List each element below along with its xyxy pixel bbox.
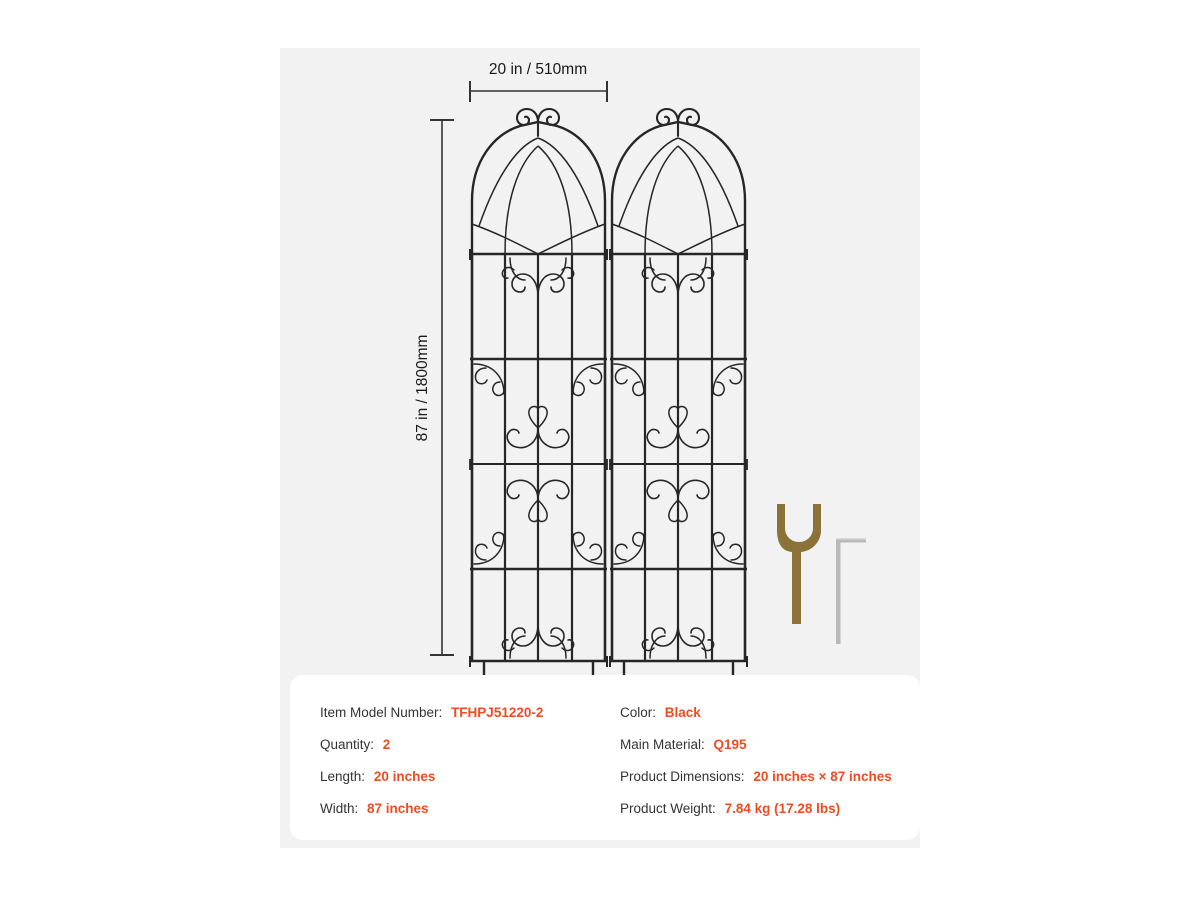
spec-label-model-number: Item Model Number: — [320, 705, 443, 721]
width-dimension — [470, 61, 607, 102]
spec-label-main-material: Main Material: — [620, 737, 705, 753]
spec-value-model-number: TFHPJ51220-2 — [451, 705, 544, 721]
spec-value-width: 87 inches — [367, 801, 429, 817]
spec-item-length — [320, 770, 620, 784]
spec-value-main-material: Q195 — [713, 737, 747, 753]
hex-key-icon — [836, 538, 866, 644]
spec-label-width: Width: — [320, 801, 359, 817]
height-dimension-label: 87 in / 1800mm — [414, 334, 431, 442]
spec-item-main-material — [620, 738, 892, 752]
spec-item-model-number — [320, 706, 620, 720]
spec-item-width — [320, 802, 620, 816]
wrench-icon — [777, 504, 821, 624]
specification-card — [290, 675, 920, 840]
trellis-panel-right — [610, 109, 747, 756]
spec-value-quantity: 2 — [382, 737, 391, 753]
spec-label-product-weight: Product Weight: — [620, 801, 716, 817]
spec-item-color — [620, 706, 892, 720]
trellis-panel-left — [470, 109, 607, 756]
specification-grid — [320, 697, 890, 825]
spec-label-color: Color: — [620, 705, 657, 721]
spec-item-product-weight — [620, 802, 892, 816]
spec-item-quantity — [320, 738, 620, 752]
spec-value-product-dimensions: 20 inches × 87 inches — [753, 769, 892, 785]
spec-value-length: 20 inches — [373, 769, 436, 785]
spec-label-product-dimensions: Product Dimensions: — [620, 769, 745, 785]
height-dimension — [414, 120, 454, 655]
spec-label-length: Length: — [320, 769, 366, 785]
spec-value-color: Black — [664, 705, 701, 721]
spec-value-product-weight: 7.84 kg (17.28 lbs) — [724, 801, 841, 817]
width-dimension-label: 20 in / 510mm — [488, 61, 588, 78]
spec-label-quantity: Quantity: — [320, 737, 375, 753]
spec-item-product-dimensions — [620, 770, 892, 784]
